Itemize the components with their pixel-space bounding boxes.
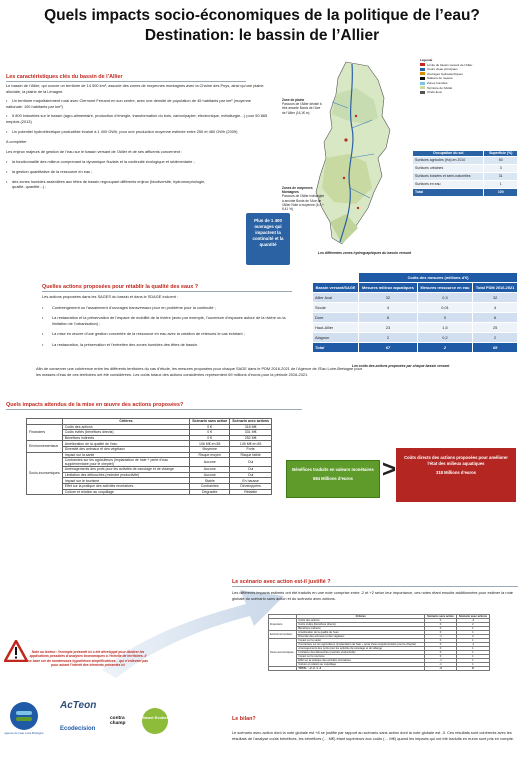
cost-table-cell: 0,2 bbox=[417, 333, 472, 343]
table-cell: 1 bbox=[456, 659, 489, 663]
table-cell: 0 bbox=[425, 619, 457, 623]
table-cell: 1 bbox=[456, 639, 489, 643]
table-cell: Coûts des actions bbox=[297, 619, 425, 623]
note-hydro: • Un potentiel hydroélectrique productible évalué à 1 400 GWh, pour une production moyenne estimée entre 250 et 480 GWh (2009) bbox=[6, 129, 268, 135]
cost-table-cell: 67 bbox=[359, 343, 418, 353]
table-cell: Coûts évités (bénéfices directs) bbox=[297, 623, 425, 627]
table-cell: 106 M€ en 85 bbox=[190, 441, 230, 447]
table-cell: Rétablie bbox=[230, 489, 272, 495]
legend-label: Cours d’eau principaux bbox=[427, 67, 458, 72]
table-cell: -1 bbox=[425, 663, 457, 667]
cost-table-cell: 32 bbox=[473, 293, 518, 303]
table-cell: Développées bbox=[230, 483, 272, 489]
cost-table-cell: Alagnon bbox=[313, 333, 359, 343]
cost-table-cell: 23 bbox=[359, 323, 418, 333]
land-use-table bbox=[412, 150, 518, 197]
logo-agence-eau: agence de l’eau Loire-Bretagne bbox=[4, 700, 44, 752]
table-header-cell: Critères bbox=[62, 419, 189, 425]
table-cell: 1 bbox=[456, 647, 489, 651]
table-cell: Limitation des débouchés (moindre productivité) bbox=[62, 472, 189, 478]
map-caption: Les différentes zones hydrographiques du bassin versant bbox=[318, 251, 412, 255]
section-heading-characteristics: Les caractéristiques clés du bassin de l’Allier bbox=[6, 74, 123, 80]
table-cell: Amélioration de la qualité de l’eau bbox=[62, 441, 189, 447]
legend-swatch bbox=[420, 72, 425, 75]
table-cell: 0 € bbox=[190, 430, 230, 436]
table-cell: TOTAL : -2 -2 -1 -2 bbox=[297, 667, 425, 671]
table-cell: Contraintes sur les agriculteurs (implantation de haie + perte d’eau supplémentaire pour le cheptel) bbox=[297, 643, 425, 647]
table-cell: Impact sur le tourisme bbox=[297, 655, 425, 659]
divider bbox=[6, 409, 302, 410]
cost-table-cell: 0,01 bbox=[417, 303, 472, 313]
legend-label: Stations de mesure bbox=[427, 76, 453, 81]
cost-table-cell: 4 bbox=[473, 303, 518, 313]
note-rural: • Un territoire majoritairement rural avec Clermont Ferrand en son centre, avec une densité de population de 45 habitants par km² (moyenne nationale: 100 habitants par km²) bbox=[6, 98, 268, 109]
land-use-header-0: Occupation du sol bbox=[413, 151, 484, 157]
table-cell: En hausse bbox=[230, 478, 272, 484]
cost-table-row bbox=[313, 313, 518, 323]
table-cell: Oui bbox=[230, 467, 272, 473]
section-justified-text: Les différents impacts estimés ont été traduits en une note comprise entre -2 et +2 selon leur importance, ces notes étant ensuite additionnées pour estimer la note globale du scénario sans action et du scénario avec actions. bbox=[232, 590, 513, 601]
table-cell: -3 bbox=[425, 667, 457, 671]
table-header-cell: Scénario sans action bbox=[425, 615, 457, 619]
legend-label: Ouvrages hydroélectriques bbox=[427, 71, 463, 76]
table-cell: -2 bbox=[456, 619, 489, 623]
table-cell: -1 bbox=[425, 635, 457, 639]
cost-table-cell: 4 bbox=[359, 303, 418, 313]
cost-table-row bbox=[313, 343, 518, 353]
table-cell: 1 bbox=[456, 627, 489, 631]
land-use-row bbox=[413, 188, 518, 196]
table-cell: 2 bbox=[456, 623, 489, 627]
land-use-cell: Total bbox=[413, 188, 484, 196]
table-cell: Contraintes sur les agriculteurs (implantation de haie + perte d’eau supplémentaire pour le cheptel) bbox=[62, 458, 189, 467]
page-title: Quels impacts socio-économiques de la politique de l’eau? Destination: le bassin de l’Allier bbox=[44, 7, 480, 44]
cost-table-header: Bassin versant/SAGE bbox=[313, 283, 359, 293]
cost-table-cell: 2 bbox=[473, 333, 518, 343]
table-cell: Risque moyen bbox=[190, 452, 230, 458]
table-cell: Aménagements des ports pour les activités de canotage et de vidange bbox=[297, 647, 425, 651]
divider bbox=[42, 291, 292, 292]
table-cell: 0 bbox=[425, 627, 457, 631]
table-group-label: Socio-économiques bbox=[27, 452, 63, 495]
cost-table-cell: 25 bbox=[473, 323, 518, 333]
table-cell: Bénéfices indirects bbox=[62, 435, 189, 441]
divider bbox=[232, 586, 518, 587]
table-cell: 0 € bbox=[190, 424, 230, 430]
table-group-label: Socio-économiques bbox=[269, 639, 297, 667]
map-legend: Légende Limite du bassin versant de l’Allier Cours d’eau principaux Ouvrages hydroélectriques Stations de mesure Zones humides Territoire de SAGE Chefs-lieux bbox=[420, 58, 500, 95]
cost-table-cell: 0 bbox=[417, 313, 472, 323]
table-cell: 318 M€ bbox=[230, 424, 272, 430]
cost-table-cell: 2 bbox=[359, 333, 418, 343]
table-header-cell: Scénario avec actions bbox=[230, 419, 272, 425]
legend-label: Territoire de SAGE bbox=[427, 85, 453, 90]
land-use-cell: 31 bbox=[484, 172, 518, 180]
cost-table-row bbox=[313, 333, 518, 343]
legend-swatch bbox=[420, 77, 425, 80]
table-cell bbox=[269, 667, 297, 671]
table-cell: -1 bbox=[425, 659, 457, 663]
cost-table-header: Mesures ressource en eau bbox=[417, 283, 472, 293]
agence-eau-icon bbox=[10, 702, 38, 730]
cost-table-cell: 1,5 bbox=[417, 323, 472, 333]
table-cell: Aucune bbox=[190, 458, 230, 467]
allier-basin-map bbox=[286, 58, 414, 250]
cost-table bbox=[312, 272, 518, 353]
table-cell: Diversité des animaux et des végétaux bbox=[62, 446, 189, 452]
section-heading-actions: Quelles actions proposées pour rétablir la qualité des eaux ? bbox=[42, 284, 199, 290]
cost-table-cell: Haut-Allier bbox=[313, 323, 359, 333]
table-cell: -1 bbox=[456, 643, 489, 647]
table-cell: 8 bbox=[456, 667, 489, 671]
impacts-table bbox=[26, 418, 272, 495]
table-cell: Culture et relation au coquillage bbox=[297, 663, 425, 667]
legend-swatch bbox=[420, 63, 425, 66]
table-cell: 1 bbox=[456, 663, 489, 667]
table-cell: 1 bbox=[456, 655, 489, 659]
legend-list bbox=[420, 63, 500, 95]
table-cell: 2 bbox=[456, 635, 489, 639]
table-cell: Amélioration de la qualité de l’eau bbox=[297, 631, 425, 635]
table-cell: Impact sur la santé bbox=[297, 639, 425, 643]
table-total-row bbox=[269, 667, 490, 671]
table-cell: Stable bbox=[190, 478, 230, 484]
legend-swatch bbox=[420, 82, 425, 85]
land-use-row bbox=[413, 156, 518, 164]
callout-ouvrages: Plus de 1 400 ouvrages qui impactent la continuité et la quantité bbox=[246, 213, 290, 265]
table-cell: 0 bbox=[425, 639, 457, 643]
table-cell: Bénéfices indirects bbox=[297, 627, 425, 631]
table-cell: Aménagements des ports pour les activités de canotage et de vidange bbox=[62, 467, 189, 473]
land-use-cell: 1 bbox=[484, 180, 518, 188]
cost-table-super: Coûts des mesures (millions d’€) bbox=[359, 273, 518, 283]
table-cell: Oui bbox=[230, 472, 272, 478]
table-cell: 252 M€ bbox=[230, 435, 272, 441]
logo-ecodecision: Ecodecision bbox=[60, 726, 96, 732]
table-cell: Moyenne bbox=[190, 446, 230, 452]
warning-icon bbox=[4, 640, 28, 664]
table-cell: 0 bbox=[425, 631, 457, 635]
table-group-label: Financiers bbox=[269, 619, 297, 631]
legend-swatch bbox=[420, 91, 425, 94]
cost-table-cell: 2 bbox=[417, 343, 472, 353]
table-header-cell: Scénario sans action bbox=[190, 419, 230, 425]
benefits-box: Bénéfices traduits en valeurs monétaires 584 Millions d’euros bbox=[286, 460, 380, 498]
table-cell: 331 M€ bbox=[230, 430, 272, 436]
land-use-cell: Surfaces en eau bbox=[413, 180, 484, 188]
land-use-header-1: Superficie (%) bbox=[484, 151, 518, 157]
actions-cost-note: Afin de conserver une cohérence entre les différents territoires du cas d’étude, les mesures proposées pour chaque SAGE dans le PDM 2016-2021 de l’Agence de l’Eau Loire-Bretagne pour les masses d’eau de ces territoires ont été considérées. Les coûts totaux des actions considérées représentent 69 millions d’euros pour la période 2016-2021. bbox=[36, 366, 363, 377]
section-characteristics-text: Le bassin de l’Allier, qui couvre un territoire de 14 500 km², associe des zones de moyennes montagnes avec la Chaîne des Puys, ainsi qu’une plaine alluviale, la plaine de la Limagne. • Un territoire majoritairement rural avec Clermont Ferrand en son centre, avec une densité de population de 45 habitants par km² (moyenne nationale: 100 habitants par km²) • 5 800 industries sur le bassin (agro-alimentaire, production d’énergie, transformation du bois, carton/papier, électronique, métallurgie…) pour 50 865 emplois (2013) • Un potentiel hydroélectrique productible évalué à 1 400 GWh, pour une production moyenne estimée entre 250 et 480 GWh (2009) A compléter Les enjeux majeurs de gestion de l’eau sur le bassin versant de l’Allier et de ses affluents concernent : • la fonctionnalité des milieux comprenant la dynamique fluviale et la continuité écologique et sédimentaire ; • la gestion quantitative de la ressource en eau ; • des zones humides assimilées aux têtes de bassin regroupant différents enjeux (biodiversité, hydromorphologie, qualité, quantité...) ; bbox=[6, 83, 268, 190]
greater-than-sign: > bbox=[382, 456, 397, 483]
legend-label: Chefs-lieux bbox=[427, 90, 443, 95]
table-cell: 0 bbox=[425, 643, 457, 647]
legend-swatch bbox=[420, 68, 425, 71]
legend-label: Limite du bassin versant de l’Allier bbox=[427, 62, 473, 67]
table-row bbox=[27, 489, 272, 495]
table-cell: Limitation des débouchés (moindre productivité) bbox=[297, 651, 425, 655]
land-use-cell: 100 bbox=[484, 188, 518, 196]
cost-table-row bbox=[313, 303, 518, 313]
logo-contrachamp: contra champ bbox=[110, 716, 126, 727]
cost-table-cell: Dore bbox=[313, 313, 359, 323]
note-industries: • 5 800 industries sur le bassin (agro-alimentaire, production d’énergie, transformation du bois, carton/papier, électronique, métallurgie…) pour 50 865 emplois (2013) bbox=[6, 113, 268, 124]
map-label-montagnes: Zones de moyennes Montagnes Parcours de l’Allier inchangée à amonte Bords de l’Axe de l’Allier Note à moyenne (6,4 + 6,41 %) bbox=[282, 186, 325, 212]
cost-table-cell: 6 bbox=[473, 313, 518, 323]
land-use-row bbox=[413, 180, 518, 188]
legend-item bbox=[420, 90, 500, 95]
cost-table-header: Mesures milieux aquatiques bbox=[359, 283, 418, 293]
cost-table-cell: Sioule bbox=[313, 303, 359, 313]
land-use-cell: Surfaces urbaines bbox=[413, 164, 484, 172]
land-use-row bbox=[413, 164, 518, 172]
table-cell: Aucune bbox=[190, 472, 230, 478]
section-actions-text: Les actions proposées dans les SAGES du bassin et dans le SDAGE incluent : • Contreingement ou l’assainment d’ouvrages transversaux pour en problème pour la continuité ; • La restauration et la préservation de l’espace de mobilité de la rivière (avec par exemple, l’ouverture d’espaces autour de la rivière ou la limitation de l’urbanisation) ; • La mise en œuvre d’une gestion concertée de la ressource en eau avec la création de retenues le cas échéant ; • La restauration, la préservation et l’entretien des zones humides des têtes de bassin. bbox=[42, 294, 300, 348]
table-header-cell: Scénario avec actions bbox=[456, 615, 489, 619]
table-cell: Impact sur le tourisme bbox=[62, 478, 189, 484]
score-table bbox=[268, 614, 490, 671]
cost-table-cell: 32 bbox=[359, 293, 418, 303]
warning-note: Note au lecteur: l’exemple présenté ici a été développé pour illustrer les applications possibles d’analyses économiques à l’échelle de territoires. Il se base sur de nombreuses hypothèses simplificatrices – qui n’enlèvent pas pour autant l’intérêt des éléments présentés ici bbox=[28, 650, 149, 668]
land-use-cell: Surfaces boisées et semi-naturelles bbox=[413, 172, 484, 180]
table-cell: 1 bbox=[456, 631, 489, 635]
map-label-plaine: Zone de plaine Parcours de l’Allier dévalé à très amonte Bords de l’Axe de l’Allier (16,1€ m) bbox=[282, 98, 322, 115]
table-cell: Forte bbox=[230, 446, 272, 452]
logo-smart: Smart Ecobel bbox=[142, 708, 168, 734]
table-cell: Effet sur la pratique des activités récréatives bbox=[62, 483, 189, 489]
divider bbox=[6, 81, 246, 82]
table-cell: Risque faible bbox=[230, 452, 272, 458]
table-group-label: Environnementaux bbox=[269, 631, 297, 639]
land-use-cell: 50 bbox=[484, 156, 518, 164]
table-cell: 0 bbox=[425, 647, 457, 651]
section-heading-bilan: Le bilan? bbox=[232, 716, 256, 722]
table-cell: Effet sur la pratique des activités récréatives bbox=[297, 659, 425, 663]
cost-table-cell: 69 bbox=[473, 343, 518, 353]
table-cell: Culture et relation au coquillage bbox=[62, 489, 189, 495]
costs-box: Coûts directs des actions proposées pour améliorer l’état des milieux aquatiques 318 Millions d’euros bbox=[396, 448, 516, 502]
table-cell: 0 bbox=[425, 651, 457, 655]
table-group-label: Environnementaux bbox=[27, 441, 63, 452]
table-row bbox=[27, 458, 272, 467]
section-heading-justified: Le scénario avec action est-il justifié ? bbox=[232, 579, 331, 585]
table-cell: Contraintes bbox=[190, 483, 230, 489]
map bbox=[282, 58, 414, 250]
table-cell: Diversité des animaux et des végétaux bbox=[297, 635, 425, 639]
land-use-cell: Surfaces agricoles (Ha) en 2010 bbox=[413, 156, 484, 164]
land-use-row bbox=[413, 172, 518, 180]
table-cell: Oui bbox=[230, 458, 272, 467]
table-cell: 1 bbox=[456, 651, 489, 655]
table-cell: 0 bbox=[425, 655, 457, 659]
table-cell: 149 M€ en 85 bbox=[230, 441, 272, 447]
cost-table-row bbox=[313, 323, 518, 333]
table-cell: 0 bbox=[425, 623, 457, 627]
section-heading-impacts: Quels impacts attendus de la mise en œuvre des actions proposées? bbox=[6, 402, 184, 408]
table-cell: Impact sur la santé bbox=[62, 452, 189, 458]
land-use-cell: 3 bbox=[484, 164, 518, 172]
cost-table-cell: 0,3 bbox=[417, 293, 472, 303]
cost-table-cell: 6 bbox=[359, 313, 418, 323]
table-group-label: Financiers bbox=[27, 424, 63, 441]
cost-table-header: Total PDM 2016-2021 bbox=[473, 283, 518, 293]
bilan-text: Le scénario avec action dont la note globale est +8 se justifie par rapport au scénario sans action dont la note globale est -3. Ces résultats sont cohérents avec les résultats de l’analyse coûts bénéfices, les bénéfices (… M€) étant supérieurs aux coûts (… M€) quand les impacts qui ont été traduits en euros sont pris en compte. bbox=[232, 730, 514, 741]
cost-table-row bbox=[313, 293, 518, 303]
table-header-cell: Critères bbox=[297, 615, 425, 619]
table-cell: Coûts évités (bénéfices directs) bbox=[62, 430, 189, 436]
table-cell: Aucune bbox=[190, 467, 230, 473]
legend-label: Zones humides bbox=[427, 80, 448, 85]
cost-table-cell: Allier Aval bbox=[313, 293, 359, 303]
legend-swatch bbox=[420, 86, 425, 89]
table-cell: 0 € bbox=[190, 435, 230, 441]
cost-table-cell: Total bbox=[313, 343, 359, 353]
table-cell: Coûts des actions bbox=[62, 424, 189, 430]
logo-acteon: AcTeon bbox=[60, 700, 97, 711]
cost-table-caption: Les coûts des actions proposées par chaque bassin versant bbox=[352, 364, 450, 368]
table-cell: Dégradée bbox=[190, 489, 230, 495]
